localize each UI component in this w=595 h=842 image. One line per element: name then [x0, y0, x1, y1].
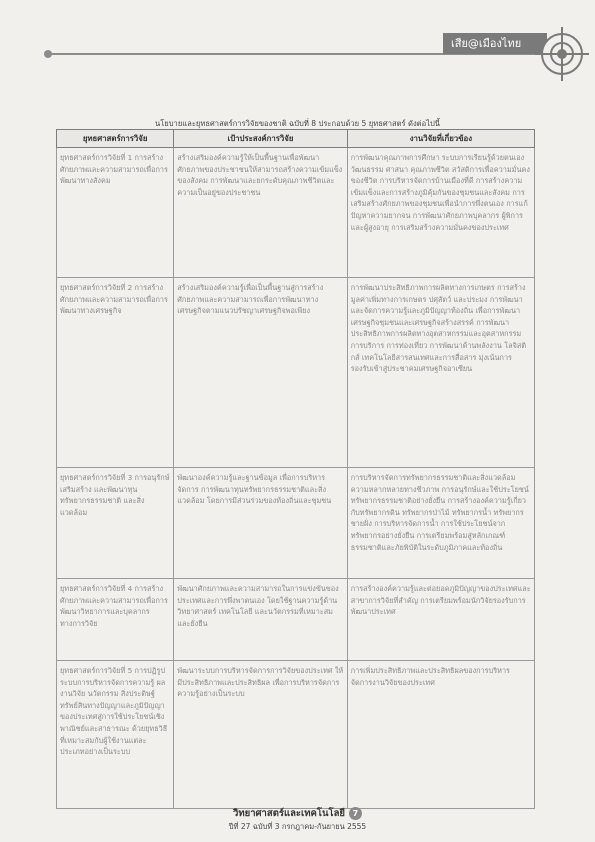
- column-header-related: งานวิจัยที่เกี่ยวข้อง: [347, 130, 534, 148]
- goal-cell: พัฒนาศักยภาพและความสามารถในการแข่งขันของประเทศและการพึ่งพาตนเอง โดยใช้ฐานความรู้ด้านวิทยาศาสตร์ เทคโนโลยี และนวัตกรรมที่เหมาะสมและยั่งยืน: [174, 579, 347, 661]
- related-research-cell: การพัฒนาประสิทธิภาพการผลิตทางการเกษตร การสร้างมูลค่าเพิ่มทางการเกษตร ปศุสัตว์ และประมง การพัฒนาและจัดการความรู้และภูมิปัญญาท้องถิ่น เพื่อการพัฒนาเศรษฐกิจชุมชนและเศรษฐกิจสร้างสรรค์ การพัฒนาประสิทธิภาพการผลิตทางอุตสาหกรรมและอุตสาหกรรมการบริการ การท่องเที่ยว การพัฒนาด้านพลังงาน โลจิสติกส์ เทคโนโลยีสารสนเทศและการสื่อสาร มุ่งเน้นการรองรับเข้าสู่ประชาคมเศรษฐกิจอาเซียน: [347, 278, 534, 468]
- related-research-cell: การเพิ่มประสิทธิภาพและประสิทธิผลของการบริหารจัดการงานวิจัยของประเทศ: [347, 661, 534, 809]
- related-research-cell: การสร้างองค์ความรู้และต่อยอดภูมิปัญญาของประเทศและสาขาการวิจัยที่สำคัญ การเตรียมพร้อมนักวิจัยรองรับการพัฒนาประเทศ: [347, 579, 534, 661]
- table-row: [57, 468, 535, 579]
- table-row: [57, 148, 535, 278]
- related-research-cell: การบริหารจัดการทรัพยากรธรรมชาติและสิ่งแวดล้อม ความหลากหลายทางชีวภาพ การอนุรักษ์และใช้ประโยชน์ทรัพยากรธรรมชาติอย่างยั่งยืน การสร้างองค์ความรู้เกี่ยวกับทรัพยากรดิน ทรัพยากรป่าไม้ ทรัพยากรน้ำ ทรัพยากรชายฝั่ง การบริหารจัดการน้ำ การใช้ประโยชน์จากทรัพยากรอย่างยั่งยืน การเตรียมพร้อมสู่หลักเกณฑ์ธรรมชาติและภัยพิบัติในระดับภูมิภาคและท้องถิ่น: [347, 468, 534, 579]
- table-row: [57, 278, 535, 468]
- table-row: [57, 661, 535, 809]
- issue-line: ปีที่ 27 ฉบับที่ 3 กรกฎาคม-กันยายน 2555: [228, 822, 367, 831]
- target-icon: [541, 33, 583, 75]
- table-caption: นโยบายและยุทธศาสตร์การวิจัยของชาติ ฉบับที่ 8 ประกอบด้วย 5 ยุทธศาสตร์ ดังต่อไปนี้: [155, 119, 440, 128]
- research-strategy-table: [56, 129, 535, 809]
- strategy-cell: ยุทธศาสตร์การวิจัยที่ 1 การสร้างศักยภาพและความสามารถเพื่อการพัฒนาทางสังคม: [57, 148, 174, 278]
- goal-cell: สร้างเสริมองค์ความรู้เพื่อเป็นพื้นฐานสู่การสร้างศักยภาพและความสามารถเพื่อการพัฒนาทางเศรษฐกิจตามแนวปรัชญาเศรษฐกิจพอเพียง: [174, 278, 347, 468]
- magazine-title: วิทยาศาสตร์และเทคโนโลยี: [233, 808, 345, 819]
- goal-cell: สร้างเสริมองค์ความรู้ให้เป็นพื้นฐานเพื่อพัฒนาศักยภาพของประชาชนให้สามารถสร้างความเข้มแข็งของสังคม การพัฒนาและยกระดับคุณภาพชีวิตและความเป็นอยู่ของประชาชน: [174, 148, 347, 278]
- related-research-cell: การพัฒนาคุณภาพการศึกษา ระบบการเรียนรู้ด้วยตนเอง วัฒนธรรม ศาสนา คุณภาพชีวิต สวัสดิการเพื่อความมั่นคงของชีวิต การบริหารจัดการบ้านเมืองที่ดี การสร้างความเข้มแข็งและการสร้างภูมิคุ้มกันของชุมชนและสังคม การเสริมสร้างศักยภาพของชุมชนเพื่อนำการพึ่งตนเอง การแก้ปัญหาความยากจน การพัฒนาศักยภาพบุคลากร ผู้พิการ และผู้สูงอายุ การเสริมสร้างความมั่นคงของประเทศ: [347, 148, 534, 278]
- strategy-cell: ยุทธศาสตร์การวิจัยที่ 2 การสร้างศักยภาพและความสามารถเพื่อการพัฒนาทางเศรษฐกิจ: [57, 278, 174, 468]
- section-label: เสีย@เมืองไทย: [443, 33, 547, 54]
- table-header-row: [57, 130, 535, 148]
- strategy-cell: ยุทธศาสตร์การวิจัยที่ 3 การอนุรักษ์ เสริมสร้าง และพัฒนาทุนทรัพยากรธรรมชาติ และสิ่งแวดล้อม: [57, 468, 174, 579]
- goal-cell: พัฒนาองค์ความรู้และฐานข้อมูล เพื่อการบริหารจัดการ การพัฒนาทุนทรัพยากรธรรมชาติและสิ่งแวดล้อม โดยการมีส่วนร่วมของท้องถิ่นและชุมชน: [174, 468, 347, 579]
- goal-cell: พัฒนาระบบการบริหารจัดการการวิจัยของประเทศ ให้มีประสิทธิภาพและประสิทธิผล เพื่อการบริหารจัดการความรู้อย่างเป็นระบบ: [174, 661, 347, 809]
- strategy-cell: ยุทธศาสตร์การวิจัยที่ 5 การปฏิรูประบบการบริหารจัดการความรู้ ผลงานวิจัย นวัตกรรม สิ่งประดิษฐ์ ทรัพย์สินทางปัญญาและภูมิปัญญาของประเทศสู่การใช้ประโยชน์เชิงพาณิชย์และสาธารณะ ด้วยยุทธวิธีที่เหมาะสมกับผู้ใช้งานแต่ละประเภทอย่างเป็นระบบ: [57, 661, 174, 809]
- column-header-strategy: ยุทธศาสตร์การวิจัย: [57, 130, 174, 148]
- column-header-goal: เป้าประสงค์การวิจัย: [174, 130, 347, 148]
- page-number: 7: [349, 807, 362, 820]
- footer-magazine-title: [0, 806, 595, 821]
- table-row: [57, 579, 535, 661]
- strategy-cell: ยุทธศาสตร์การวิจัยที่ 4 การสร้างศักยภาพและความสามารถเพื่อการพัฒนาวิทยาการและบุคลากรทางการวิจัย: [57, 579, 174, 661]
